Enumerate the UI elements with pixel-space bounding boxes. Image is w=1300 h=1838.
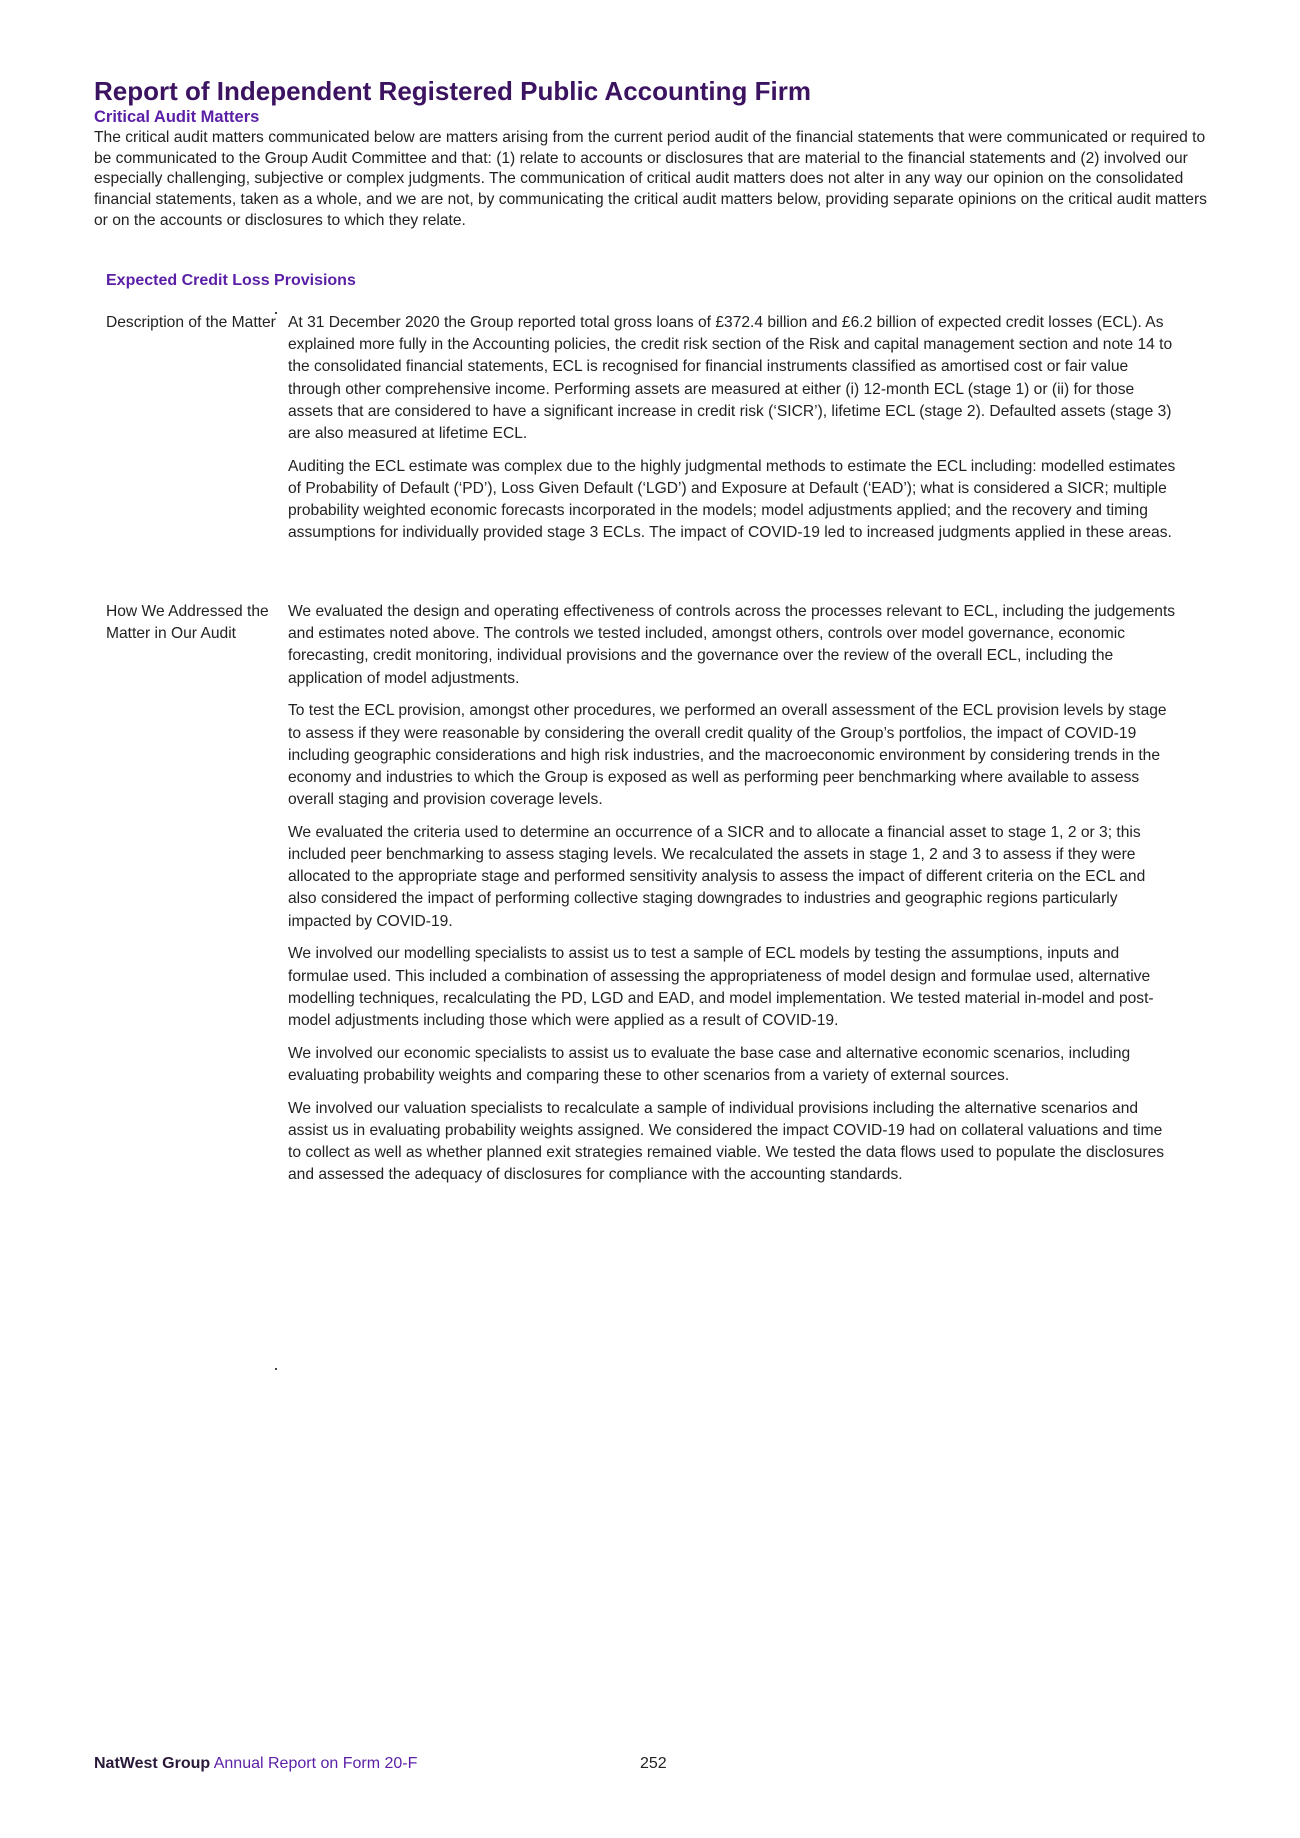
row-content	[288, 312, 1178, 555]
page-title: Report of Independent Registered Public Accounting Firm	[94, 76, 811, 106]
footer-document: Annual Report on Form 20-F	[213, 1755, 418, 1772]
row-label: How We Addressed the Matter in Our Audit	[106, 603, 269, 642]
paragraph: To test the ECL provision, amongst other procedures, we performed an overall assessment of the ECL provision levels by stage to assess if they were reasonable by considering the overall credit quality of the Group’s portfolios, the impact of COVID-19 including geographic considerations and high risk industries, and the macroeconomic environment by considering trends in the economy and industries to which the Group is exposed as well as performing peer benchmarking where available to assess overall staging and provision coverage levels.	[288, 702, 1167, 809]
footer	[94, 1755, 417, 1773]
paragraph: At 31 December 2020 the Group reported total gross loans of £372.4 billion and £6.2 billion of expected credit losses (ECL). As explained more fully in the Accounting policies, the credit risk section of the Risk and capital management section and note 14 to the consolidated financial statements, ECL is recognised for financial instruments classified as amortised cost or fair value through other comprehensive income. Performing assets are measured at either (i) 12-month ECL (stage 1) or (ii) for those assets that are considered to have a significant increase in credit risk (‘SICR’), lifetime ECL (stage 2). Defaulted assets (stage 3) are also measured at lifetime ECL.	[288, 314, 1173, 443]
intro-paragraph: The critical audit matters communicated below are matters arising from the current period audit of the financial statements that were communicated or required to be communicated to the Group Audit Committee and that: (1) relate to accounts or disclosures that are material to the financial statements and (2) involved our especially challenging, subjective or complex judgments. The communication of critical audit matters does not alter in any way our opinion on the consolidated financial statements, taken as a whole, and we are not, by communicating the critical audit matters below, providing separate opinions on the critical audit matters or on the accounts or disclosures to which they relate.	[94, 129, 1207, 229]
section-subtitle: Critical Audit Matters	[94, 108, 260, 126]
footer-brand: NatWest Group	[94, 1755, 211, 1772]
paragraph: We evaluated the criteria used to determine an occurrence of a SICR and to allocate a financial asset to stage 1, 2 or 3; this included peer benchmarking to assess staging levels. We recalculated the assets in stage 1, 2 and 3 to assess if they were allocated to the appropriate stage and performed sensitivity analysis to assess the impact of different criteria on the ECL and also considered the impact of performing collective staging downgrades to industries and geographic regions particularly impacted by COVID-19.	[288, 823, 1146, 930]
row-content	[288, 601, 1178, 1197]
paragraph: We involved our modelling specialists to assist us to test a sample of ECL models by testing the assumptions, inputs and formulae used. This included a combination of assessing the appropriateness of model design and formulae used, alternative modelling techniques, recalculating the PD, LGD and EAD, and model implementation. We tested material in-model and post-model adjustments including those which were applied as a result of COVID-19.	[288, 945, 1154, 1029]
matter-heading: Expected Credit Loss Provisions	[106, 272, 356, 289]
paragraph: Auditing the ECL estimate was complex due to the highly judgmental methods to estimate the ECL including: modelled estimates of Probability of Default (‘PD’), Loss Given Default (‘LGD’) and Exposure at Default (‘EAD’); what is considered a SICR; multiple probability weighted economic forecasts incorporated in the models; model adjustments applied; and the recovery and timing assumptions for individually provided stage 3 ECLs. The impact of COVID-19 led to increased judgments applied in these areas.	[288, 457, 1176, 542]
marker-dot	[275, 1368, 277, 1370]
paragraph: We involved our valuation specialists to recalculate a sample of individual provisions including the alternative scenarios and assist us in evaluating probability weights assigned. We considered the impact COVID-19 had on collateral valuations and time to collect as well as whether planned exit strategies remained viable. We tested the data flows used to populate the disclosures and assessed the adequacy of disclosures for compliance with the accounting standards.	[288, 1099, 1165, 1184]
paragraph: We evaluated the design and operating effectiveness of controls across the processes relevant to ECL, including the judgements and estimates noted above. The controls we tested included, amongst others, controls over model governance, economic forecasting, credit monitoring, individual provisions and the governance over the review of the overall ECL, including the application of model adjustments.	[288, 603, 1176, 687]
page-number: 252	[640, 1755, 667, 1772]
paragraph: We involved our economic specialists to assist us to evaluate the base case and alternative economic scenarios, including evaluating probability weights and comparing these to other scenarios from a variety of external sources.	[288, 1044, 1131, 1084]
row-label: Description of the Matter	[106, 314, 276, 331]
